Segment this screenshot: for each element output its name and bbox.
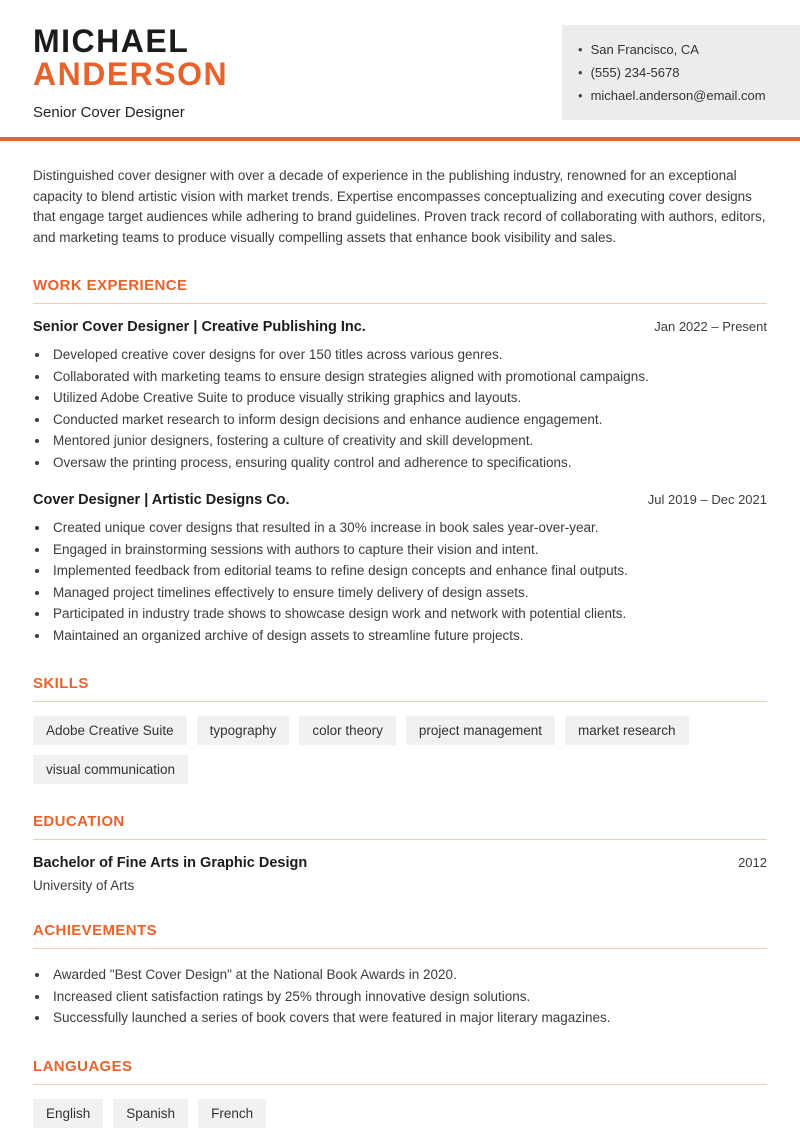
education-heading: EDUCATION — [33, 813, 767, 840]
bullet-item: • Developed creative cover designs for over 150 titles across various genres. — [50, 344, 767, 366]
identity-block — [33, 25, 228, 121]
name — [33, 25, 228, 91]
education-entry — [33, 855, 767, 871]
graduation-year: 2012 — [738, 855, 767, 870]
job-bullet-list — [33, 344, 767, 473]
work-experience-heading: WORK EXPERIENCE — [33, 277, 767, 304]
job-entry — [33, 492, 767, 646]
skill-tag: project management — [406, 716, 555, 745]
skills-tag-list — [33, 716, 767, 784]
bullet-item: • Awarded "Best Cover Design" at the National Book Awards in 2020. — [50, 964, 767, 986]
achievements-heading: ACHIEVEMENTS — [33, 922, 767, 949]
skill-tag: color theory — [299, 716, 396, 745]
contact-email-text: michael.anderson@email.com — [590, 88, 766, 103]
bullet-item: • Participated in industry trade shows to showcase design work and network with potential clients. — [50, 603, 767, 625]
skills-heading: SKILLS — [33, 675, 767, 702]
bullet-item: • Managed project timelines effectively to ensure timely delivery of design assets. — [50, 582, 767, 604]
accent-divider — [0, 137, 800, 141]
job-bullet-list — [33, 517, 767, 646]
language-tag: English — [33, 1099, 103, 1128]
bullet-item: • Oversaw the printing process, ensuring quality control and adherence to specifications. — [50, 452, 767, 474]
section-education — [33, 813, 767, 893]
achievements-list — [33, 964, 767, 1029]
language-tag: Spanish — [113, 1099, 188, 1128]
job-title-company: Senior Cover Designer | Creative Publishing Inc. — [33, 319, 366, 335]
bullet-item: • Maintained an organized archive of design assets to streamline future projects. — [50, 625, 767, 647]
languages-heading: LANGUAGES — [33, 1058, 767, 1085]
bullet-item: • Increased client satisfaction ratings by 25% through innovative design solutions. — [50, 986, 767, 1008]
language-tag: French — [198, 1099, 266, 1128]
section-languages — [33, 1058, 767, 1128]
first-name: MICHAEL — [33, 23, 190, 59]
job-dates: Jul 2019 – Dec 2021 — [647, 492, 767, 507]
bullet-item: • Engaged in brainstorming sessions with authors to capture their vision and intent. — [50, 539, 767, 561]
contact-email — [578, 84, 784, 107]
header — [0, 0, 800, 121]
bullet-item: • Successfully launched a series of book covers that were featured in major literary magazines. — [50, 1007, 767, 1029]
bullet-item: • Collaborated with marketing teams to ensure design strategies aligned with promotional campaigns. — [50, 366, 767, 388]
contact-location — [578, 38, 784, 61]
bullet-item: • Conducted market research to inform design decisions and enhance audience engagement. — [50, 409, 767, 431]
bullet-icon: • — [578, 65, 583, 80]
section-achievements — [33, 922, 767, 1029]
bullet-item: • Utilized Adobe Creative Suite to produce visually striking graphics and layouts. — [50, 387, 767, 409]
skill-tag: visual communication — [33, 755, 188, 784]
languages-tag-list — [33, 1099, 767, 1128]
job-header — [33, 492, 767, 508]
skill-tag: market research — [565, 716, 689, 745]
last-name: ANDERSON — [33, 56, 229, 92]
contact-phone — [578, 61, 784, 84]
bullet-item: • Mentored junior designers, fostering a culture of creativity and skill development. — [50, 430, 767, 452]
contact-phone-text: (555) 234-5678 — [590, 65, 680, 80]
section-skills — [33, 675, 767, 784]
bullet-item: • Implemented feedback from editorial teams to refine design concepts and enhance final outputs. — [50, 560, 767, 582]
content — [0, 166, 800, 1128]
bullet-item: • Created unique cover designs that resulted in a 30% increase in book sales year-over-year. — [50, 517, 767, 539]
skill-tag: typography — [197, 716, 290, 745]
summary-paragraph: Distinguished cover designer with over a decade of experience in the publishing industry, renowned for an exceptional capacity to blend artistic vision with market trends. Expertise encompasses conceptualizing and executing cover designs that engage target audiences while adhering to brand guidelines. Proven track record of collaborating with authors, editors, and marketing teams to produce visually compelling assets that enhance book visibility and sales. — [33, 168, 766, 245]
bullet-icon: • — [578, 42, 583, 57]
job-entry — [33, 319, 767, 473]
bullet-icon: • — [578, 88, 583, 103]
job-title-company: Cover Designer | Artistic Designs Co. — [33, 492, 290, 508]
degree-title: Bachelor of Fine Arts in Graphic Design — [33, 855, 308, 871]
school-name: University of Arts — [33, 878, 135, 893]
job-title: Senior Cover Designer — [33, 104, 185, 121]
contact-location-text: San Francisco, CA — [590, 42, 699, 57]
job-header — [33, 319, 767, 335]
section-work-experience — [33, 277, 767, 646]
contact-card — [562, 25, 800, 120]
job-dates: Jan 2022 – Present — [654, 319, 767, 334]
skill-tag: Adobe Creative Suite — [33, 716, 187, 745]
